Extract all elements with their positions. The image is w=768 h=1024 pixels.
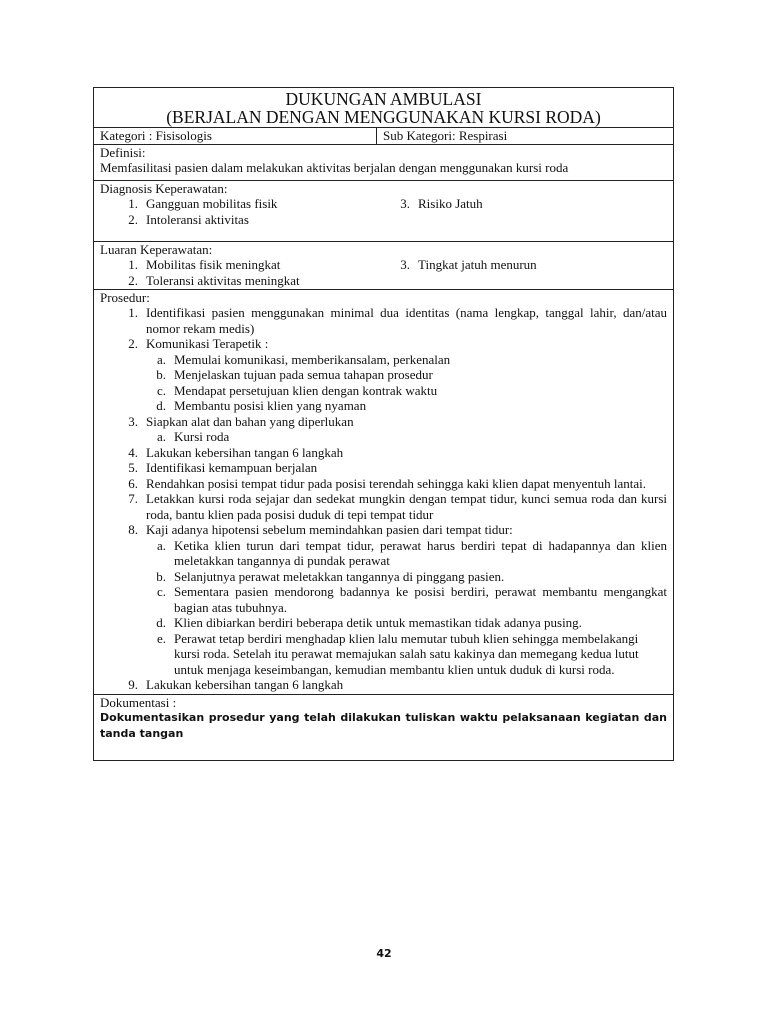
procedure-substep: c. Sementara pasien mendorong badannya ke posisi berdiri, perawat membantu mengangkat bagian atas tubuhnya. xyxy=(156,584,667,615)
list-item: 1. Mobilitas fisik meningkat xyxy=(128,257,281,272)
prosedur-label: Prosedur: xyxy=(100,289,150,305)
dokumentasi-section xyxy=(94,694,673,760)
list-item: 3. Risiko Jatuh xyxy=(400,196,483,211)
list-item: 2. Intoleransi aktivitas xyxy=(128,211,249,227)
procedure-substep: a. Kursi roda xyxy=(156,429,230,444)
procedure-substep: b. Menjelaskan tujuan pada semua tahapan prosedur xyxy=(156,367,433,382)
definisi-label: Definisi: xyxy=(100,144,146,160)
list-item: 1. Gangguan mobilitas fisik xyxy=(128,196,278,211)
sop-table xyxy=(93,87,674,761)
procedure-step: 8. Kaji adanya hipotensi sebelum memindahkan pasien dari tempat tidur: xyxy=(128,522,513,537)
procedure-substep: e. Perawat tetap berdiri menghadap klien lalu memutar tubuh klien sehingga membelakangi kursi roda. Setelah itu perawat memajukan salah satu kakinya dan memegang kedua lutut untuk menjaga keseimbangan, kemudian membantu klien untuk duduk di kursi roda. xyxy=(156,630,639,677)
procedure-substep: a. Memulai komunikasi, memberikansalam, perkenalan xyxy=(156,351,451,367)
kategori-cell: Kategori : Fisisologis xyxy=(94,128,377,144)
procedure-step: 3. Siapkan alat dan bahan yang diperlukan xyxy=(128,413,354,429)
sub-kategori-cell: Sub Kategori: Respirasi xyxy=(383,128,508,143)
procedure-substep: d. Membantu posisi klien yang nyaman xyxy=(156,398,367,413)
definisi-section xyxy=(94,144,673,180)
procedure-step: 5. Identifikasi kemampuan berjalan xyxy=(128,460,318,475)
procedure-step: 6. Rendahkan posisi tempat tidur pada posisi terendah sehingga kaki klien dapat menyentuh lantai. xyxy=(128,475,647,491)
procedure-step: 1. Identifikasi pasien menggunakan minimal dua identitas (nama lengkap, tanggal lahir, dan/atau nomor rekam medis) xyxy=(128,305,667,336)
document-title xyxy=(94,88,673,127)
list-item: 3. Tingkat jatuh menurun xyxy=(400,257,537,272)
procedure-substep: b. Selanjutnya perawat meletakkan tangannya di pinggang pasien. xyxy=(156,568,505,584)
category-row xyxy=(94,127,673,144)
title-line-1: DUKUNGAN AMBULASI xyxy=(285,89,482,109)
luaran-label: Luaran Keperawatan: xyxy=(100,241,213,257)
luaran-list xyxy=(100,257,667,288)
procedure-step: 9. Lakukan kebersihan tangan 6 langkah xyxy=(128,677,344,692)
diagnosis-list xyxy=(100,196,667,227)
title-line-2: (BERJALAN DENGAN MENGGUNAKAN KURSI RODA) xyxy=(166,107,601,127)
dokumentasi-text: Dokumentasikan prosedur yang telah dilakukan tuliskan waktu pelaksanaan kegiatan dan tanda tangan xyxy=(100,711,667,740)
procedure-substep: c. Mendapat persetujuan klien dengan kontrak waktu xyxy=(156,382,438,398)
procedure-step: 2. Komunikasi Terapetik : xyxy=(128,336,269,351)
procedure-step: 4. Lakukan kebersihan tangan 6 langkah xyxy=(128,444,344,460)
list-item: 2. Toleransi aktivitas meningkat xyxy=(128,272,300,288)
prosedur-section xyxy=(94,289,673,694)
dokumentasi-label: Dokumentasi : xyxy=(100,694,177,710)
procedure-step: 7. Letakkan kursi roda sejajar dan sedekat mungkin dengan tempat tidur, kunci semua roda dan kursi roda, bantu klien pada posisi duduk di tepi tempat tidur xyxy=(128,491,667,522)
diagnosis-label: Diagnosis Keperawatan: xyxy=(100,180,228,196)
luaran-section xyxy=(94,241,673,289)
procedure-substep: a. Ketika klien turun dari tempat tidur, perawat harus berdiri tepat di hadapannya dan klien meletakkan tangannya di pundak perawat xyxy=(156,537,667,568)
procedure-substep: d. Klien dibiarkan berdiri beberapa detik untuk memastikan tidak adanya pusing. xyxy=(156,615,582,630)
definisi-text: Memfasilitasi pasien dalam melakukan aktivitas berjalan dengan menggunakan kursi roda xyxy=(100,160,569,175)
diagnosis-section xyxy=(94,180,673,241)
page-number: 42 xyxy=(376,947,392,960)
